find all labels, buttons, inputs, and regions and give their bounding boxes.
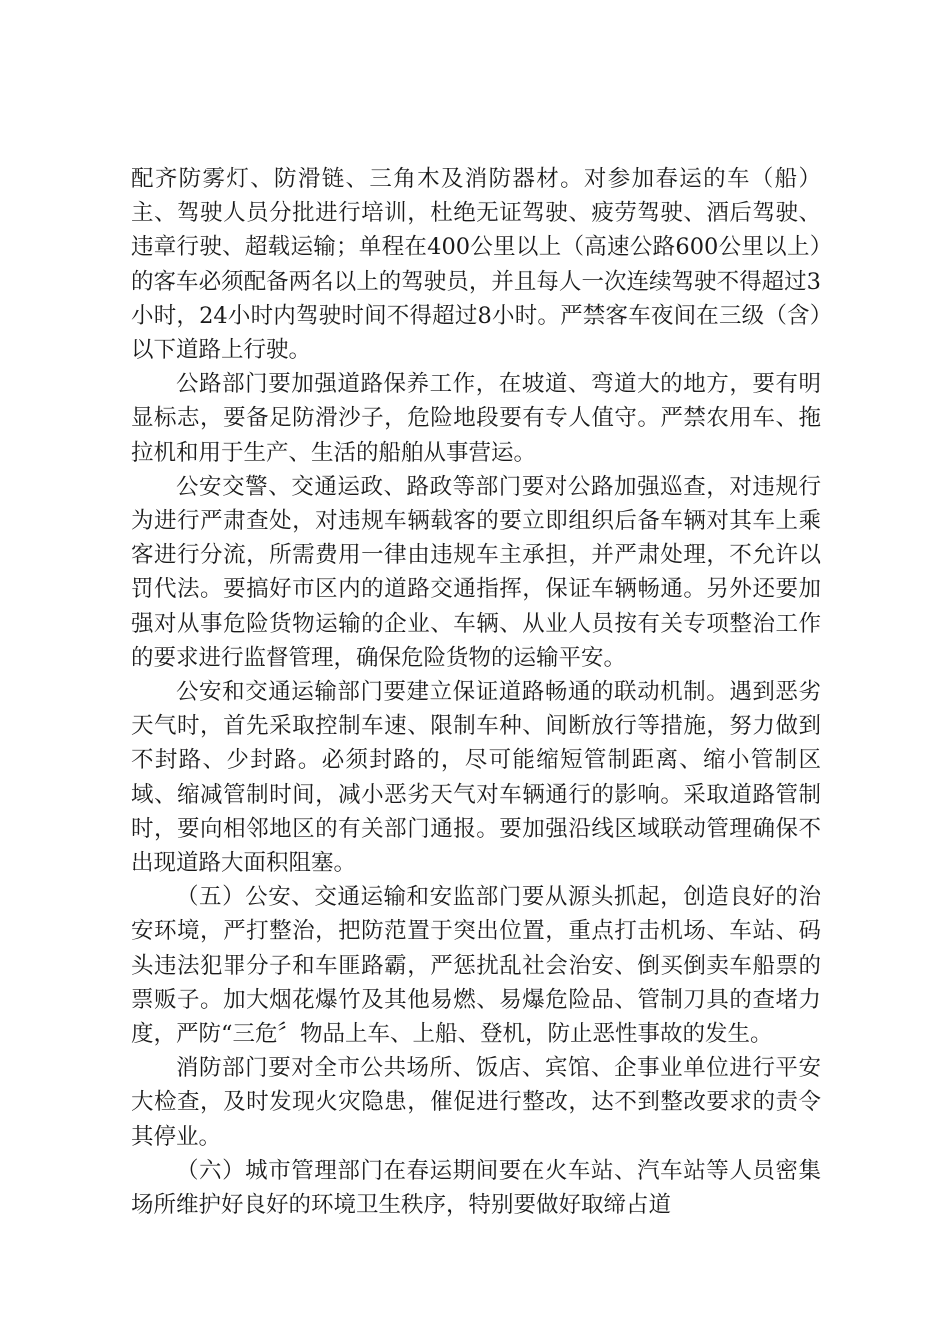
document-body <box>131 162 821 1222</box>
paragraph-linkage-mechanism: 公安和交通运输部门要建立保证道路畅通的联动机制。遇到恶劣天气时，首先采取控制车速、限制车种、间断放行等措施，努力做到不封路、少封路。必须封路的，尽可能缩短管制距离、缩小管制区域、缩减管制时间，减小恶劣天气对车辆通行的影响。采取道路管制时，要向相邻地区的有关部门通报。要加强沿线区域联动管理确保不出现道路大面积阻塞。 <box>131 679 821 877</box>
paragraph-public-security: （五）公安、交通运输和安监部门要从源头抓起，创造良好的治安环境，严打整治，把防范置于突出位置，重点打击机场、车站、码头违法犯罪分子和车匪路霸，严惩扰乱社会治安、倒买倒卖车船票的票贩子。加大烟花爆竹及其他易燃、易爆危险品、管制刀具的查堵力度，严防“三危〞物品上车、上船、登机，防止恶性事故的发生。 <box>131 884 821 1048</box>
paragraph-fire-inspection: 消防部门要对全市公共场所、饭店、宾馆、企事业单位进行平安大检查，及时发现火灾隐患，催促进行整改，达不到整改要求的责令其停业。 <box>131 1055 821 1150</box>
paragraph-road-patrol: 公安交警、交通运政、路政等部门要对公路加强巡查，对违规行为进行严肃查处，对违规车辆载客的要立即组织后备车辆对其车上乘客进行分流，所需费用一律由违规车主承担，并严肃处理，不允许以罚代法。要搞好市区内的道路交通指挥，保证车辆畅通。另外还要加强对从事危险货物运输的企业、车辆、从业人员按有关专项整治工作的要求进行监督管理，确保危险货物的运输平安。 <box>131 473 821 671</box>
paragraph-city-management: （六）城市管理部门在春运期间要在火车站、汽车站等人员密集场所维护好良好的环境卫生秩序，特别要做好取缔占道 <box>131 1157 821 1219</box>
paragraph-highway-maintenance: 公路部门要加强道路保养工作，在坡道、弯道大的地方，要有明显标志，要备足防滑沙子，危险地段要有专人值守。严禁农用车、拖拉机和用于生产、生活的船舶从事营运。 <box>131 371 821 466</box>
paragraph-vehicle-safety: 配齐防雾灯、防滑链、三角木及消防器材。对参加春运的车（船）主、驾驶人员分批进行培训，杜绝无证驾驶、疲劳驾驶、酒后驾驶、违章行驶、超载运输；单程在400公里以上（高速公路600公里以上）的客车必须配备两名以上的驾驶员，并且每人一次连续驾驶不得超过3小时，24小时内驾驶时间不得超过8小时。严禁客车夜间在三级（含）以下道路上行驶。 <box>131 166 821 364</box>
